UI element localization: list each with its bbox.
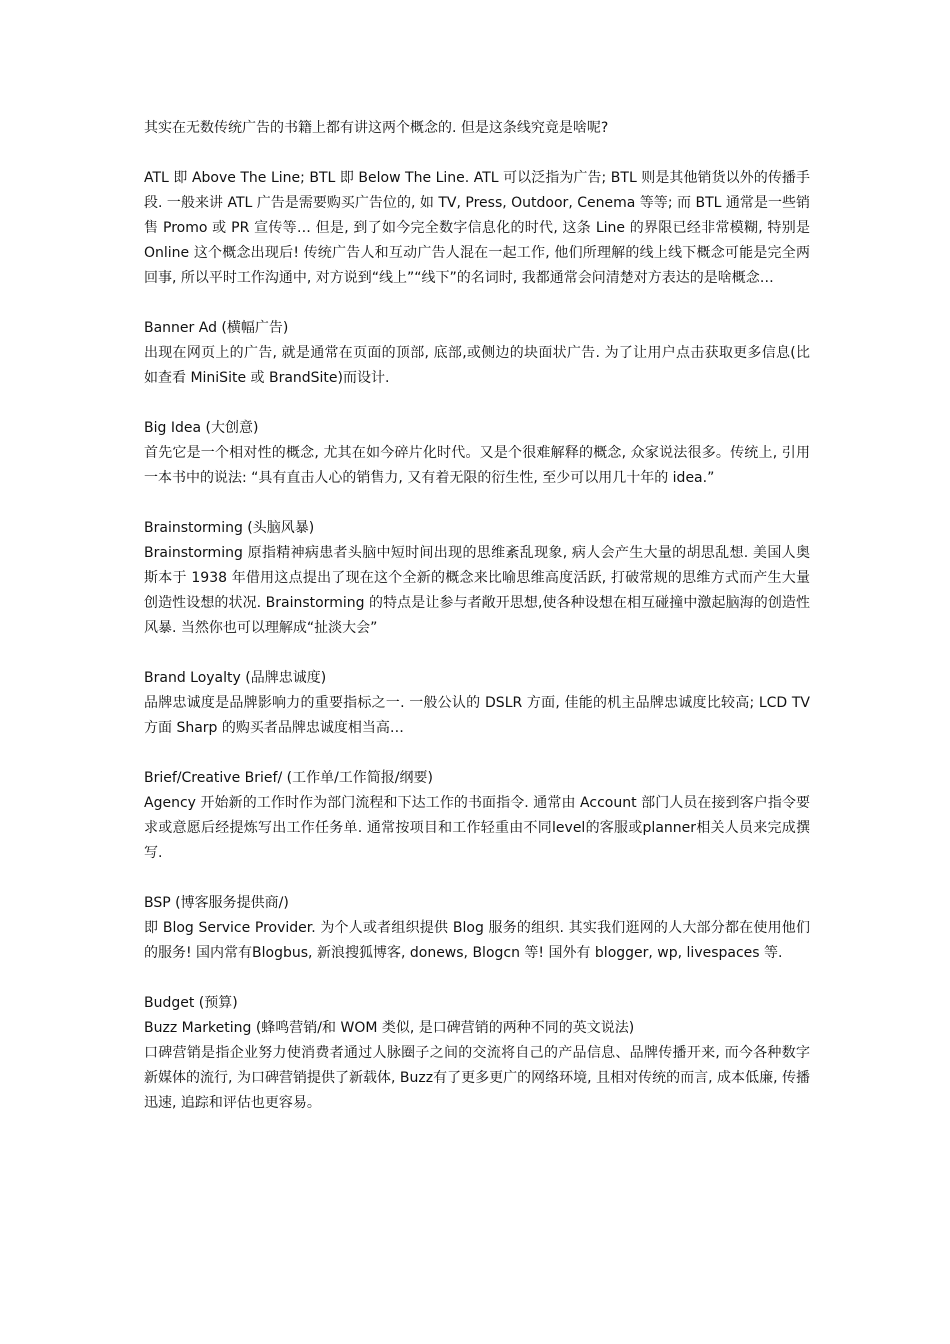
term-budget: Budget (预算) [144, 995, 238, 1011]
definition-brainstorming: Brainstorming 原指精神病患者头脑中短时间出现的思维紊乱现象, 病人会产生大量的胡思乱想. 美国人奥斯本于 1938 年借用这点提出了现在这个全新的概念来比喻思维高度活跃, 打破常规的思维方式而产生大量创造性设想的状况. Brainstorming 的特点是让参与者敞开思想,使各种设想在相互碰撞中激起脑海的创造性风暴. 当然你也可以理解成“扯淡大会” [144, 545, 810, 636]
term-bsp: BSP (博客服务提供商/) [144, 895, 289, 911]
atl-btl-paragraph: ATL 即 Above The Line; BTL 即 Below The Line. ATL 可以泛指为广告; BTL 则是其他销货以外的传播手段. 一般来讲 ATL 广告是需要购买广告位的, 如 TV, Press, Outdoor, Cenema 等等; 而 BTL 通常是一些销售 Promo 或 PR 宣传等… 但是, 到了如今完全数字信息化的时代, 这条 Line 的界限已经非常模糊, 特别是 Online 这个概念出现后! 传统广告人和互动广告人混在一起工作, 他们所理解的线上线下概念可能是完全两回事, 所以平时工作沟通中, 对方说到“线上”“线下”的名词时, 我都通常会问清楚对方表达的是啥概念… [144, 170, 810, 286]
paragraph-gap [144, 141, 810, 166]
term-brand-loyalty: Brand Loyalty (品牌忠诚度) [144, 670, 327, 686]
intro-paragraph: 其实在无数传统广告的书籍上都有讲这两个概念的. 但是这条线究竟是啥呢? [144, 120, 609, 136]
definition-buzz-marketing: 口碑营销是指企业努力使消费者通过人脉圈子之间的交流将自己的产品信息、品牌传播开来, 而今各种数字新媒体的流行, 为口碑营销提供了新载体, Buzz有了更多更广的网络环境, 且相对传统的而言, 成本低廉, 传播迅速, 追踪和评估也更容易。 [144, 1045, 810, 1111]
term-brainstorming: Brainstorming (头脑风暴) [144, 520, 315, 536]
term-brief: Brief/Creative Brief/ (工作单/工作简报/纲要) [144, 770, 433, 786]
document-body [144, 116, 810, 1116]
definition-big-idea: 首先它是一个相对性的概念, 尤其在如今碎片化时代。又是个很难解释的概念, 众家说法很多。传统上, 引用一本书中的说法: “具有直击人心的销售力, 又有着无限的衍生性, 至少可以用几十年的 idea.” [144, 445, 810, 486]
term-big-idea: Big Idea (大创意) [144, 420, 259, 436]
term-buzz-marketing: Buzz Marketing (蜂鸣营销/和 WOM 类似, 是口碑营销的两种不同的英文说法) [144, 1020, 635, 1036]
definition-brief: Agency 开始新的工作时作为部门流程和下达工作的书面指令. 通常由 Account 部门人员在接到客户指令要求或意愿后经提炼写出工作任务单. 通常按项目和工作轻重由不同level的客服或planner相关人员来完成撰写. [144, 795, 810, 861]
paragraph-gap [144, 391, 810, 416]
paragraph-gap [144, 291, 810, 316]
paragraph-gap [144, 966, 810, 991]
definition-bsp: 即 Blog Service Provider. 为个人或者组织提供 Blog 服务的组织. 其实我们逛网的人大部分都在使用他们的服务! 国内常有Blogbus, 新浪搜狐博客, donews, Blogcn 等! 国外有 blogger, wp, livespaces 等. [144, 920, 810, 961]
paragraph-gap [144, 491, 810, 516]
definition-brand-loyalty: 品牌忠诚度是品牌影响力的重要指标之一. 一般公认的 DSLR 方面, 佳能的机主品牌忠诚度比较高; LCD TV 方面 Sharp 的购买者品牌忠诚度相当高… [144, 695, 810, 736]
term-banner-ad: Banner Ad (横幅广告) [144, 320, 289, 336]
definition-banner-ad: 出现在网页上的广告, 就是通常在页面的顶部, 底部,或侧边的块面状广告. 为了让用户点击获取更多信息(比如查看 MiniSite 或 BrandSite)而设计. [144, 345, 810, 386]
paragraph-gap [144, 741, 810, 766]
paragraph-gap [144, 866, 810, 891]
paragraph-gap [144, 641, 810, 666]
